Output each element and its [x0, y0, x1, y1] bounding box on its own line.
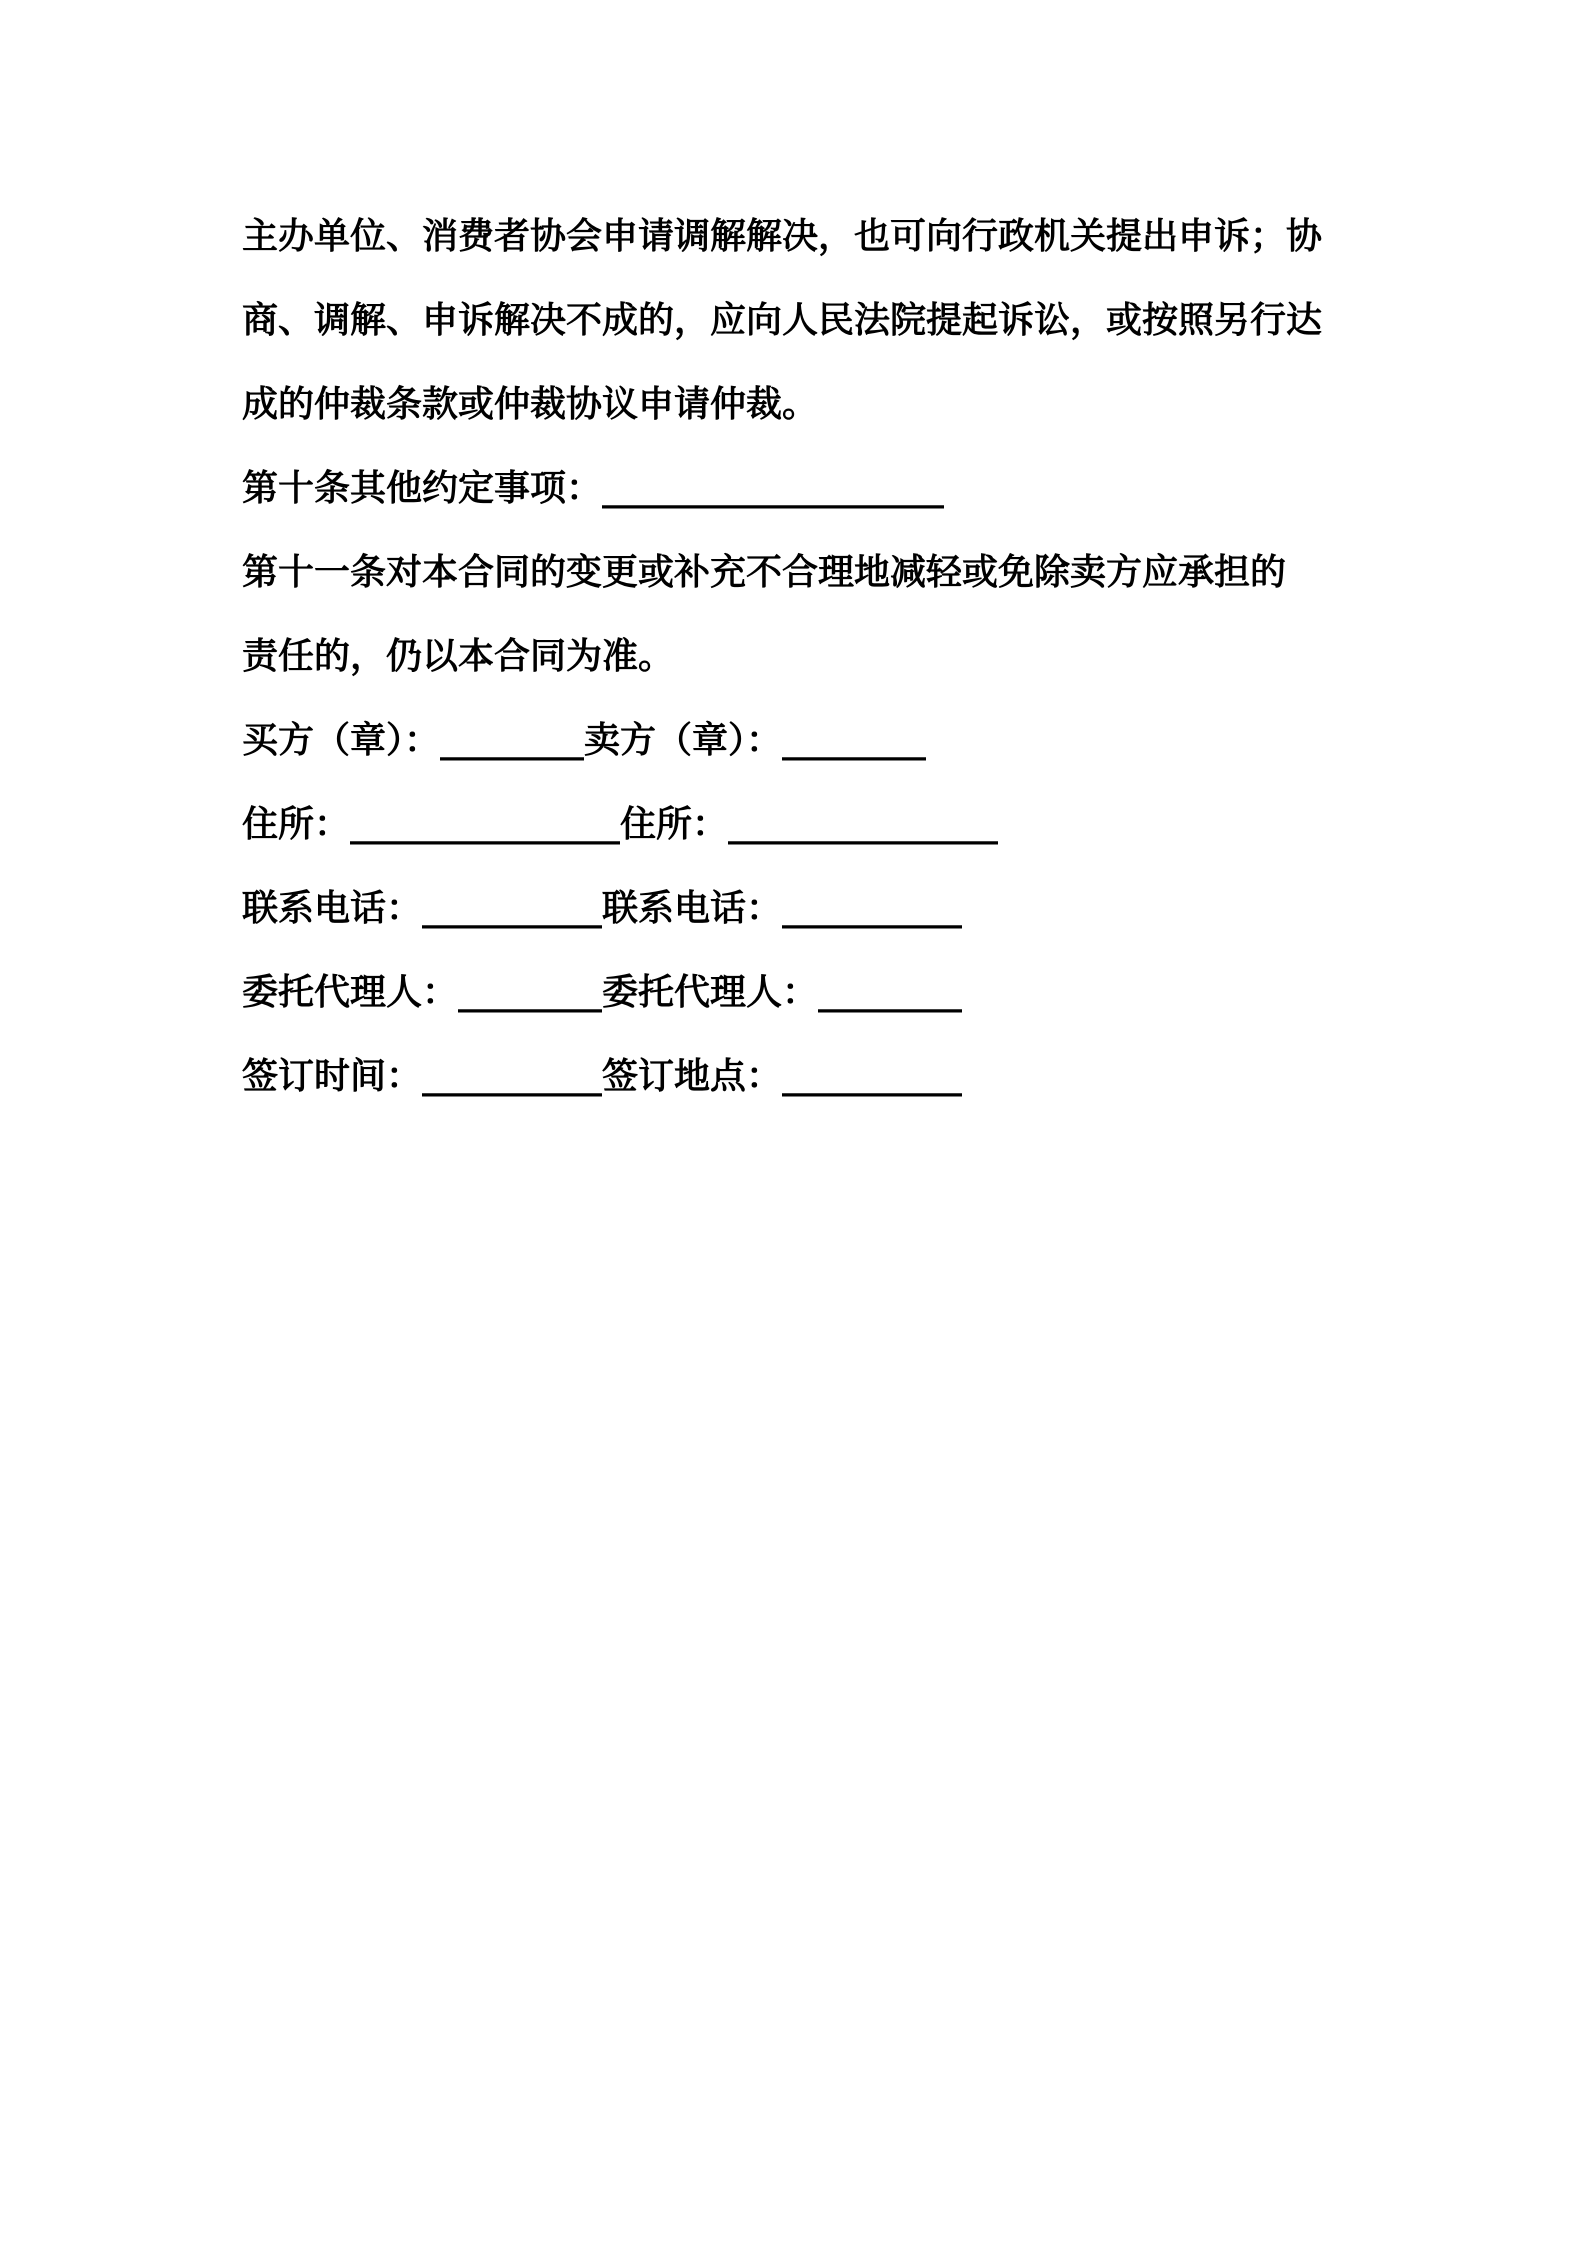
document-body — [242, 195, 1362, 1119]
article-11-paragraph — [242, 531, 1362, 699]
article-10-other-terms: 第十条其他约定事项：___________________ — [242, 468, 945, 509]
text-line: 成的仲裁条款或仲裁协议申请仲裁。 — [242, 384, 819, 425]
phone-line: 联系电话：__________联系电话：__________ — [242, 888, 963, 929]
agent-line: 委托代理人：________委托代理人：________ — [242, 972, 963, 1013]
signing-time-place-line: 签订时间：__________签订地点：__________ — [242, 1056, 963, 1097]
address-line: 住所：_______________住所：_______________ — [242, 804, 999, 845]
text-line: 第十一条对本合同的变更或补充不合理地减轻或免除卖方应承担的 — [242, 552, 1287, 593]
signature-block — [242, 699, 1362, 1119]
text-line: 责任的，仍以本合同为准。 — [242, 636, 675, 677]
dispute-resolution-paragraph — [242, 195, 1362, 447]
party-stamp-line: 买方（章）：________卖方（章）：________ — [242, 720, 927, 761]
text-line: 主办单位、消费者协会申请调解解决，也可向行政机关提出申诉；协 — [242, 216, 1323, 257]
text-line: 商、调解、申诉解决不成的，应向人民法院提起诉讼，或按照另行达 — [242, 300, 1323, 341]
